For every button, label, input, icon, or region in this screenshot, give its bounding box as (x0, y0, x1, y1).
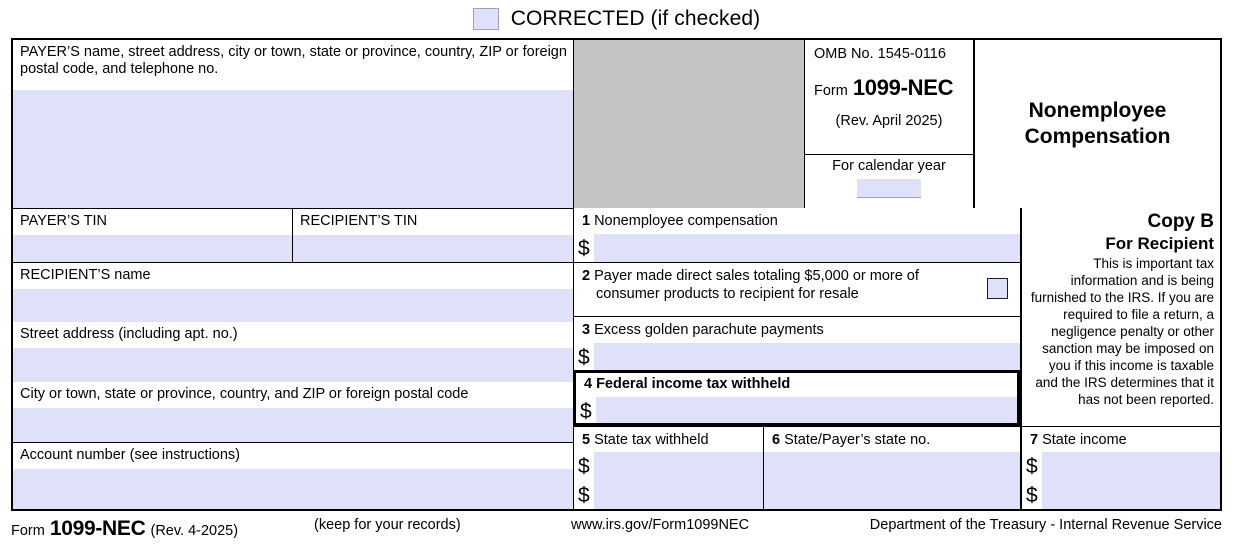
box-4-input[interactable] (596, 397, 1017, 426)
recipient-name-input[interactable] (13, 289, 573, 322)
box-7-dual-rows (1022, 452, 1220, 509)
box-6-number: 6 (772, 432, 781, 448)
calendar-year-label: For calendar year (832, 158, 946, 174)
box-6-row-2 (764, 481, 1020, 509)
box-5-input-1[interactable] (594, 452, 763, 481)
corrected-row (0, 0, 1233, 38)
form-word: Form (814, 83, 848, 100)
box-5-number: 5 (582, 432, 591, 448)
box-7-label: 7 State income (1030, 432, 1127, 448)
form-body (11, 38, 1222, 511)
box-7-row-1 (1022, 452, 1220, 481)
box-2-inner (574, 263, 1020, 303)
street-address-input[interactable] (13, 348, 573, 382)
copy-b-block (1020, 208, 1220, 426)
box-7-number: 7 (1030, 432, 1039, 448)
box-4-label: 4 Federal income tax withheld (584, 376, 791, 392)
account-number-label: Account number (see instructions) (20, 447, 241, 463)
account-number-box (13, 442, 573, 509)
footer-url[interactable]: www.irs.gov/Form1099NEC (571, 517, 750, 533)
box-3-input[interactable] (594, 343, 1020, 370)
box-7-row-2 (1022, 481, 1220, 509)
box-1-number: 1 (582, 213, 591, 229)
corrected-checkbox[interactable] (473, 8, 499, 30)
copy-b-title: Copy B (1147, 211, 1214, 232)
box-5-row-2 (574, 481, 763, 509)
box-1-nonemployee-compensation (573, 208, 1020, 262)
box-1-money-row (574, 234, 1020, 262)
box-5-currency-2: $ (574, 481, 594, 509)
payer-info-box (13, 40, 573, 208)
box-6-dual-rows (764, 452, 1020, 509)
city-state-zip-box (13, 382, 573, 442)
form-footer (11, 513, 1222, 543)
city-state-zip-input[interactable] (13, 408, 573, 442)
box-5-state-tax-withheld (573, 426, 763, 509)
payer-tin-label: PAYER’S TIN (20, 213, 108, 229)
box-6-input-1[interactable] (764, 452, 1020, 481)
omb-box (805, 40, 973, 155)
box-4-currency: $ (576, 397, 596, 426)
recipient-tin-box (292, 208, 573, 262)
calendar-year-input[interactable] (857, 179, 921, 198)
box-4-money-row (576, 397, 1017, 426)
form-revision: (Rev. April 2025) (835, 113, 943, 130)
box-7-input-2[interactable] (1042, 481, 1220, 509)
box-7-currency-1: $ (1022, 452, 1042, 481)
payer-info-input[interactable] (13, 90, 573, 208)
payer-tin-input[interactable] (13, 235, 292, 262)
footer-keep-note: (keep for your records) (314, 517, 461, 533)
box-5-row-1 (574, 452, 763, 481)
form-title-line1: Nonemployee (1028, 98, 1167, 122)
box-3-label: 3 Excess golden parachute payments (582, 322, 824, 338)
city-state-zip-label: City or town, state or province, country, and ZIP or foreign postal code (20, 386, 469, 402)
box-5-input-2[interactable] (594, 481, 763, 509)
box-3-money-row (574, 343, 1020, 370)
box-2-label: 2 Payer made direct sales totaling $5,000 or more of consumer products to recipient for resale (582, 268, 919, 303)
box-1-input[interactable] (594, 234, 1020, 262)
box-1-currency: $ (574, 234, 594, 262)
box-5-dual-rows (574, 452, 763, 509)
box-2-number: 2 (582, 268, 591, 284)
box-6-state-payer-state-no (763, 426, 1020, 509)
box-4-federal-income-tax-withheld (573, 370, 1020, 426)
box-5-label: 5 State tax withheld (582, 432, 709, 448)
street-address-box (13, 322, 573, 382)
box-3-number: 3 (582, 322, 591, 338)
footer-department: Department of the Treasury - Internal Revenue Service (869, 517, 1222, 533)
box-5-currency-1: $ (574, 452, 594, 481)
footer-form-number: 1099-NEC (49, 517, 146, 540)
form-title-block (973, 40, 1220, 208)
recipient-name-label: RECIPIENT’S name (20, 267, 151, 283)
payer-tin-box (13, 208, 292, 262)
box-7-state-income (1020, 426, 1220, 509)
box-3-excess-golden-parachute (573, 316, 1020, 370)
recipient-name-box (13, 262, 573, 322)
calendar-year-box (805, 155, 973, 208)
box-6-row-1 (764, 452, 1020, 481)
box-7-currency-2: $ (1022, 481, 1042, 509)
box-2-check-wrap (974, 263, 1020, 303)
recipient-tin-input[interactable] (293, 235, 573, 262)
form-number: 1099-NEC (852, 75, 954, 101)
box-1-label: 1 Nonemployee compensation (582, 213, 778, 229)
form-title-line2: Compensation (1024, 125, 1171, 148)
form-identifier (805, 63, 973, 101)
account-number-input[interactable] (13, 469, 573, 509)
footer-form-identifier (11, 517, 238, 541)
street-address-label: Street address (including apt. no.) (20, 326, 238, 342)
payer-info-label: PAYER’S name, street address, city or town, state or province, country, ZIP or foreign postal code, and telephone no. (20, 44, 567, 78)
copy-b-subtitle: For Recipient (1105, 233, 1214, 253)
corrected-label: CORRECTED (if checked) (510, 7, 761, 30)
box-7-input-1[interactable] (1042, 452, 1220, 481)
footer-revision: (Rev. 4-2025) (150, 523, 239, 539)
recipient-tin-label: RECIPIENT’S TIN (300, 213, 418, 229)
box-2-checkbox[interactable] (987, 278, 1008, 299)
copy-b-body: This is important tax information and is being furnished to the IRS. If you are required to file a return, a negligence penalty or other sanction may be imposed on you if this income is taxable and the IRS determines that it has not been reported. (1030, 256, 1214, 408)
box-3-currency: $ (574, 343, 594, 370)
form-title-text (1019, 98, 1177, 151)
void-gray-block (573, 40, 805, 208)
box-2-text (574, 263, 974, 303)
box-4-number: 4 (584, 376, 593, 392)
box-6-input-2[interactable] (764, 481, 1020, 509)
box-2-direct-sales (573, 262, 1020, 316)
footer-form-word: Form (11, 523, 45, 539)
box-6-label: 6 State/Payer’s state no. (772, 432, 931, 448)
omb-number: OMB No. 1545-0116 (814, 46, 946, 62)
